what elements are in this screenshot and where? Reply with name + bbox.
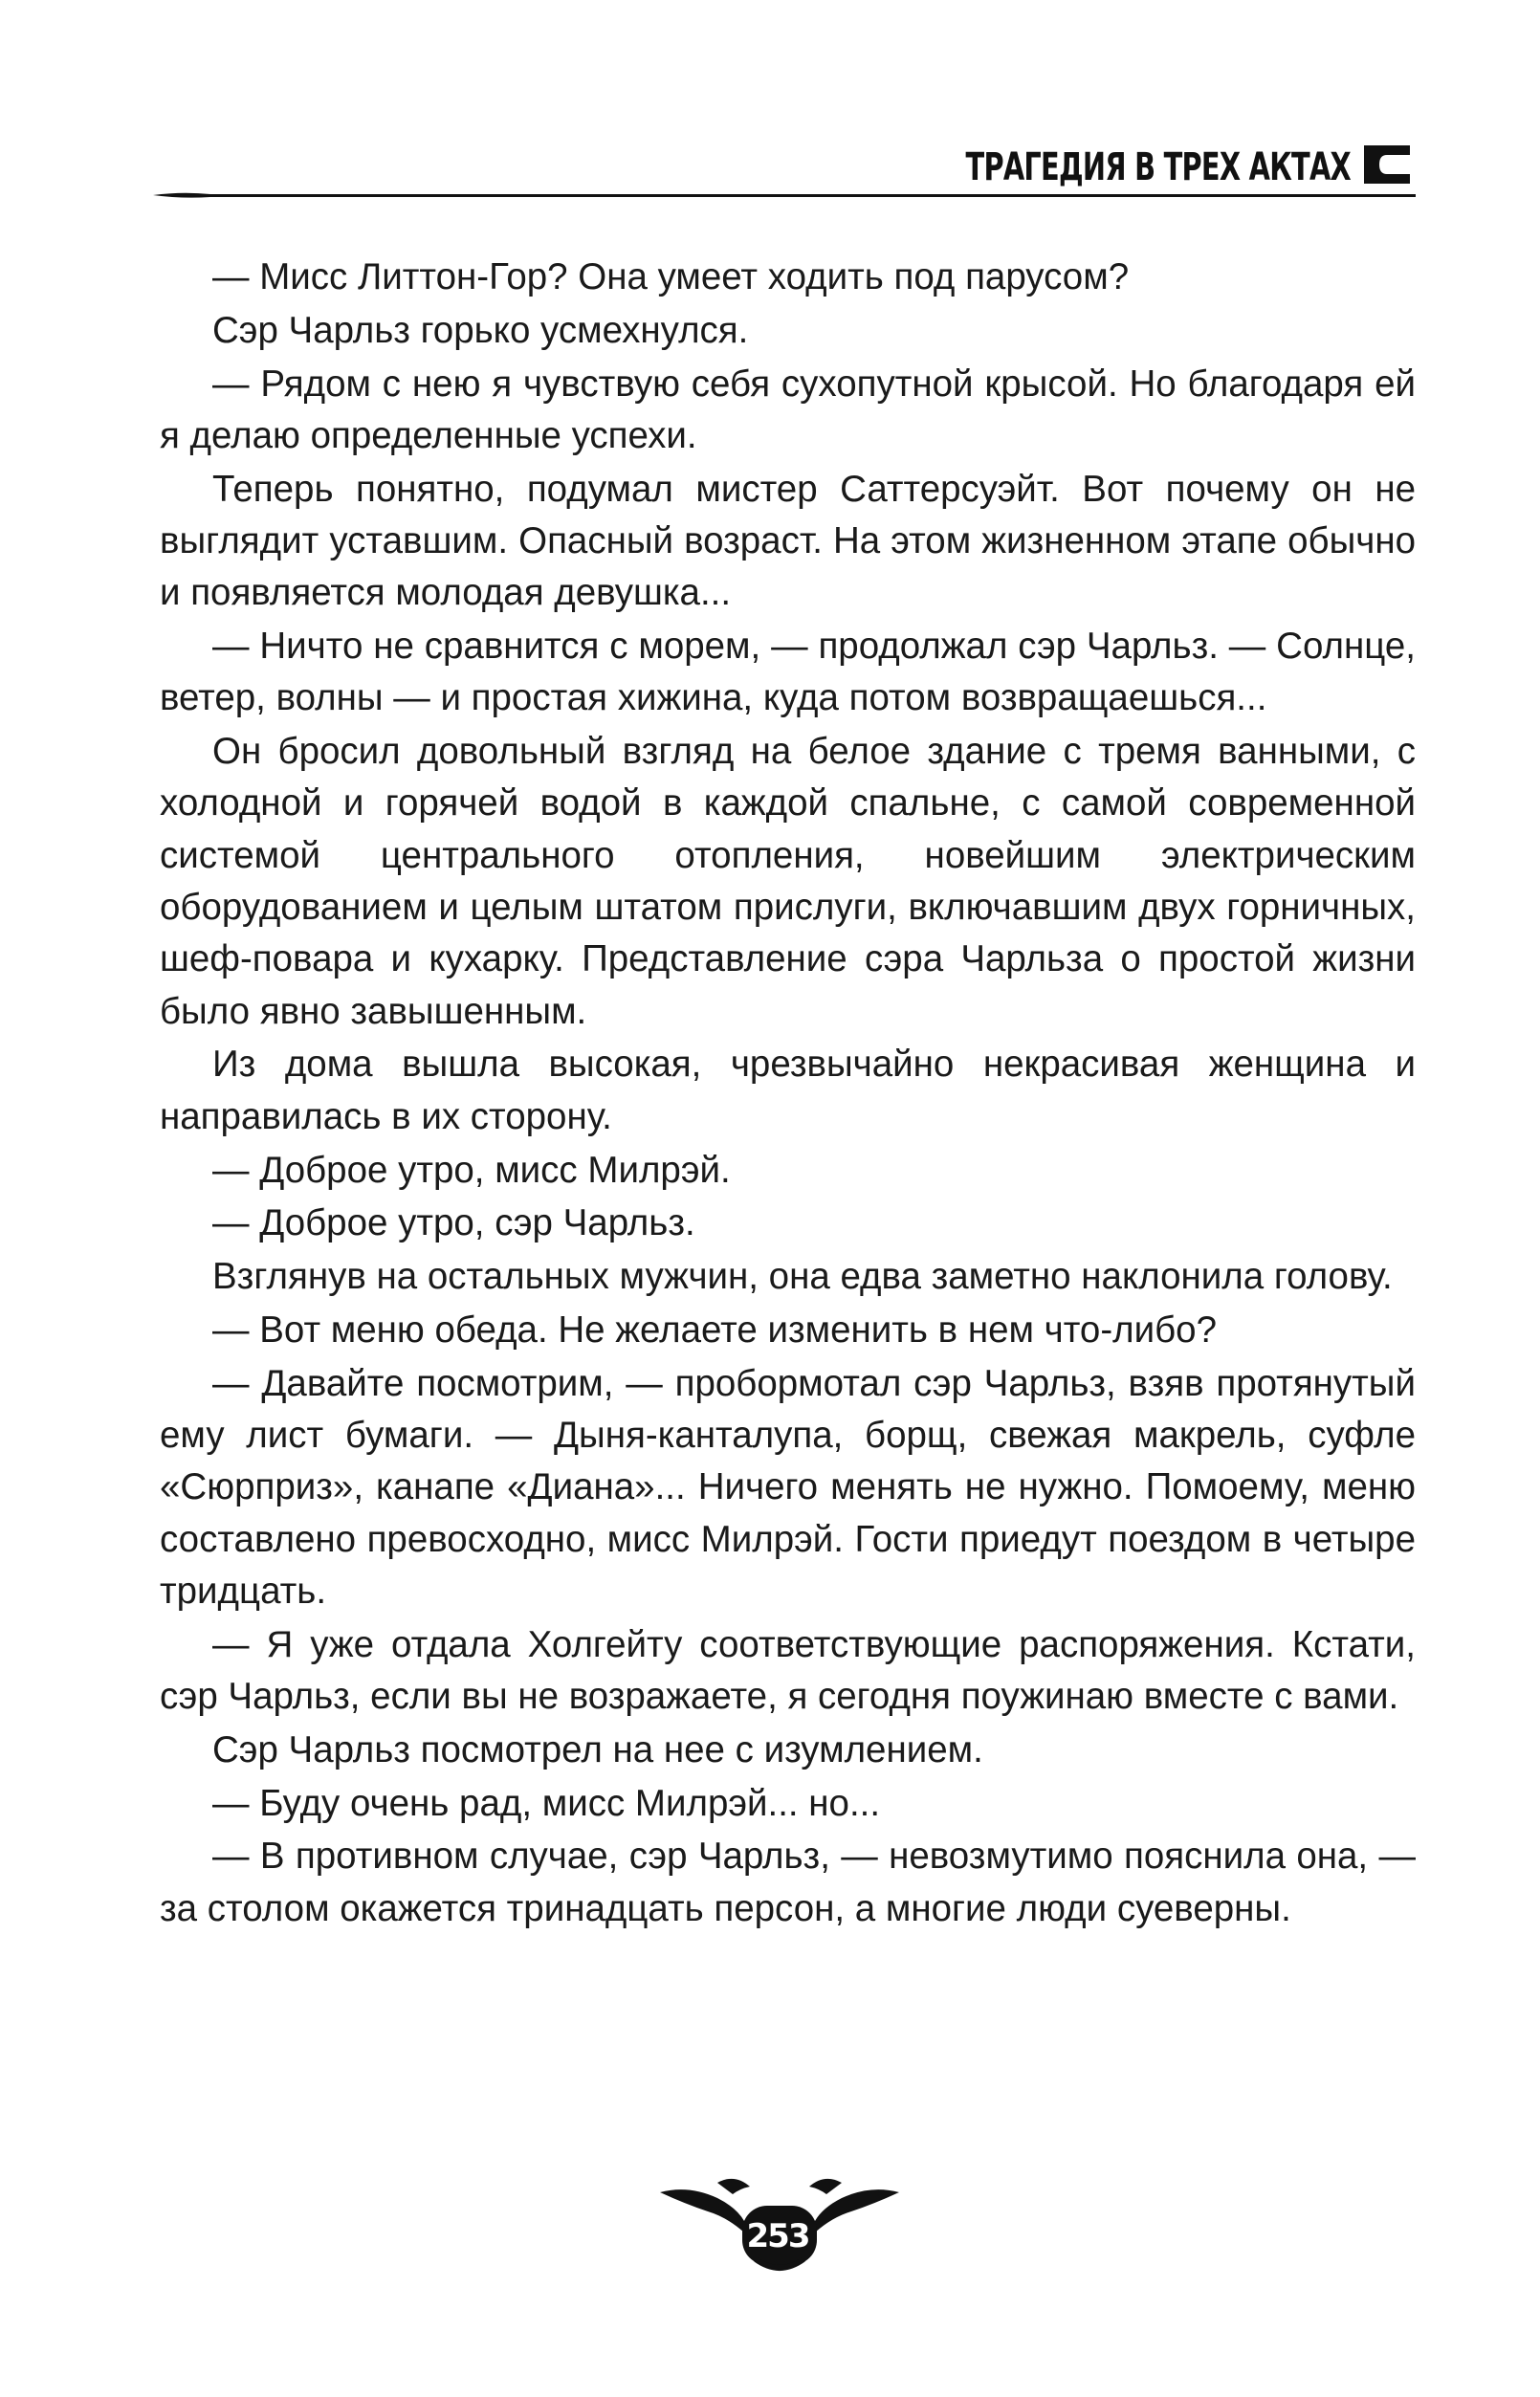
paragraph: — Давайте посмотрим, — пробормотал сэр Чарльз, взяв протянутый ему лист бумаги. — Дыня-канталупа, борщ, свежая макрель, суфле «Сюрприз», канапе «Диана»... Ничего менять не нужно. Помоему, меню составлено превосходно, мисс Милрэй. Гости приедут поездом в четыре тридцать. (160, 1362, 1416, 1612)
paragraph: — Доброе утро, мисс Милрэй. (212, 1149, 731, 1191)
body-text (160, 252, 1416, 1937)
header-rule (153, 191, 1416, 199)
page-number: 253 (746, 2217, 809, 2255)
paragraph: Из дома вышла высокая, чрезвычайно некрасивая женщина и направилась в их сторону. (160, 1044, 1416, 1137)
paragraph: — Доброе утро, сэр Чарльз. (212, 1202, 695, 1244)
paragraph: — Ничто не сравнится с морем, — продолжал сэр Чарльз. — Солнце, ветер, волны — и простая хижина, куда потом возвращаешься... (160, 626, 1416, 719)
paragraph: — Мисс Литтон-Гор? Она умеет ходить под парусом? (212, 256, 1130, 297)
paragraph: — Вот меню обеда. Не желаете изменить в нем что-либо? (212, 1308, 1217, 1351)
paragraph: Теперь понятно, подумал мистер Саттерсуэйт. Вот почему он не выглядит уставшим. Опасный возраст. На этом жизненном этапе обычно и появляется молодая девушка... (160, 468, 1416, 614)
paragraph: — В противном случае, сэр Чарльз, — невозмутимо пояснила она, — за столом окажется тринадцать персон, а многие люди суеверны. (160, 1836, 1416, 1929)
paragraph: — Рядом с нею я чувствую себя сухопутной крысой. Но благодаря ей я делаю определенные успехи. (160, 363, 1416, 456)
publisher-logo-icon (1358, 140, 1416, 189)
paragraph: — Я уже отдала Холгейту соответствующие распоряжения. Кстати, сэр Чарльз, если вы не возражаете, я сегодня поужинаю вместе с вами. (160, 1623, 1416, 1718)
paragraph: Он бросил довольный взгляд на белое здание с тремя ванными, с холодной и горячей водой в каждой спальне, с самой современной системой центрального отопления, новейшим электрическим оборудованием и целым штатом прислуги, включавшим двух горничных, шеф-повара и кухарку. Представление сэра Чарльза о простой жизни было явно завышенным. (160, 731, 1416, 1032)
paragraph: — Буду очень рад, мисс Милрэй... но... (212, 1782, 881, 1824)
paragraph: Сэр Чарльз посмотрел на нее с изумлением. (212, 1728, 983, 1770)
paragraph: Взглянув на остальных мужчин, она едва заметно наклонила голову. (212, 1256, 1393, 1298)
paragraph: Сэр Чарльз горько усмехнулся. (212, 309, 749, 351)
running-title: ТРАГЕДИЯ В ТРЕХ АКТАХ (965, 145, 1351, 189)
